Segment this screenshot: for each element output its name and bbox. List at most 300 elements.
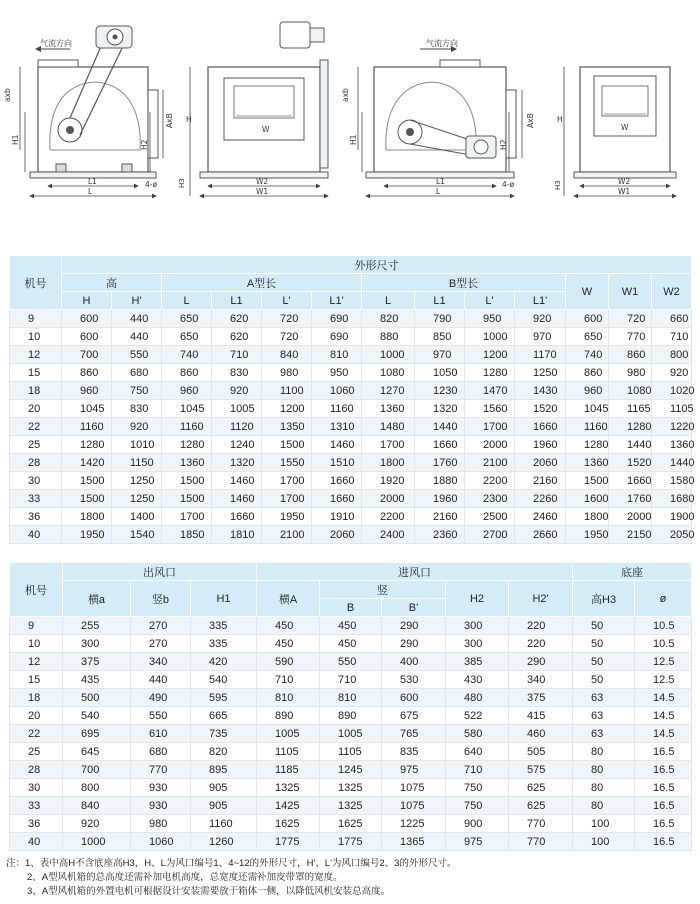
value-cell: 690 bbox=[312, 328, 362, 346]
value-cell: 1160 bbox=[62, 418, 112, 436]
note-3: 3、A型风机箱的外置电机可根据设计安装需要放于箱体一侧，以降低风机安装总高度。 bbox=[27, 886, 391, 897]
model-cell: 40 bbox=[10, 526, 62, 544]
outer-dimensions-table bbox=[9, 255, 695, 544]
header-h2p: H2' bbox=[509, 581, 573, 617]
value-cell: 680 bbox=[131, 743, 191, 761]
value-cell: 80 bbox=[573, 779, 635, 797]
value-cell: 1045 bbox=[566, 400, 609, 418]
value-cell: 340 bbox=[509, 671, 573, 689]
value-cell: 255 bbox=[63, 617, 131, 635]
value-cell: 920 bbox=[515, 310, 566, 328]
value-cell: 1460 bbox=[212, 490, 262, 508]
value-cell: 1880 bbox=[415, 472, 465, 490]
value-cell: 450 bbox=[320, 617, 382, 635]
dim-holes-b: 4-ø bbox=[502, 180, 515, 189]
value-cell: 710 bbox=[652, 328, 692, 346]
table-row bbox=[10, 472, 692, 490]
value-cell: 900 bbox=[446, 815, 509, 833]
table-row bbox=[10, 779, 692, 797]
value-cell: 1960 bbox=[515, 436, 566, 454]
value-cell: 1440 bbox=[652, 454, 692, 472]
dim-h-b: H bbox=[557, 115, 563, 124]
value-cell: 1500 bbox=[262, 436, 312, 454]
dim-h2: H2 bbox=[140, 139, 149, 150]
value-cell: 800 bbox=[63, 779, 131, 797]
value-cell: 1250 bbox=[515, 364, 566, 382]
value-cell: 550 bbox=[112, 346, 162, 364]
model-cell: 10 bbox=[10, 635, 63, 653]
airflow-label: 气流方向 bbox=[40, 39, 72, 48]
value-cell: 820 bbox=[191, 743, 257, 761]
value-cell: 1800 bbox=[362, 454, 415, 472]
value-cell: 835 bbox=[382, 743, 446, 761]
value-cell: 1320 bbox=[415, 400, 465, 418]
table-row bbox=[10, 617, 692, 635]
value-cell: 600 bbox=[62, 328, 112, 346]
value-cell: 16.5 bbox=[635, 833, 692, 851]
value-cell: 1660 bbox=[609, 472, 652, 490]
header-Bp: B' bbox=[382, 599, 446, 617]
table-row bbox=[10, 508, 692, 526]
value-cell: 550 bbox=[320, 653, 382, 671]
value-cell: 1580 bbox=[652, 472, 692, 490]
value-cell: 10.5 bbox=[635, 617, 692, 635]
model-cell: 18 bbox=[10, 382, 62, 400]
model-cell: 28 bbox=[10, 761, 63, 779]
value-cell: 1160 bbox=[312, 400, 362, 418]
value-cell: 1200 bbox=[465, 346, 515, 364]
value-cell: 810 bbox=[257, 689, 320, 707]
value-cell: 220 bbox=[509, 617, 573, 635]
value-cell: 1920 bbox=[362, 472, 415, 490]
value-cell: 830 bbox=[112, 400, 162, 418]
table-row bbox=[10, 400, 692, 418]
value-cell: 400 bbox=[382, 653, 446, 671]
value-cell: 16.5 bbox=[635, 743, 692, 761]
value-cell: 1365 bbox=[382, 833, 446, 851]
value-cell: 440 bbox=[112, 328, 162, 346]
subheader-cell: L' bbox=[465, 292, 515, 310]
value-cell: 335 bbox=[191, 617, 257, 635]
value-cell: 740 bbox=[162, 346, 212, 364]
value-cell: 1960 bbox=[415, 490, 465, 508]
value-cell: 1600 bbox=[566, 490, 609, 508]
value-cell: 700 bbox=[62, 346, 112, 364]
value-cell: 2000 bbox=[465, 436, 515, 454]
value-cell: 16.5 bbox=[635, 797, 692, 815]
note-2: 2、A型风机箱的总高度还需补加电机高度，总宽度还需补加皮带罩的宽度。 bbox=[27, 872, 343, 883]
value-cell: 1150 bbox=[112, 454, 162, 472]
value-cell: 1185 bbox=[257, 761, 320, 779]
dim-l-b: L bbox=[436, 187, 441, 196]
header-width-A: 横A bbox=[257, 581, 320, 617]
table-row bbox=[10, 761, 692, 779]
value-cell: 850 bbox=[415, 328, 465, 346]
value-cell: 1360 bbox=[652, 436, 692, 454]
value-cell: 290 bbox=[509, 653, 573, 671]
value-cell: 340 bbox=[131, 653, 191, 671]
dim-w1: W1 bbox=[256, 187, 269, 196]
value-cell: 290 bbox=[382, 617, 446, 635]
dim-h3: H3 bbox=[178, 178, 186, 188]
value-cell: 1250 bbox=[112, 472, 162, 490]
table-row bbox=[10, 364, 692, 382]
value-cell: 1950 bbox=[62, 526, 112, 544]
dim-axb2-b: AxB bbox=[526, 113, 535, 128]
value-cell: 750 bbox=[446, 797, 509, 815]
value-cell: 1900 bbox=[652, 508, 692, 526]
dim-h1-b: H1 bbox=[349, 134, 358, 145]
header-base: 底座 bbox=[573, 563, 692, 581]
value-cell: 920 bbox=[652, 364, 692, 382]
value-cell: 50 bbox=[573, 617, 635, 635]
table-row bbox=[10, 526, 692, 544]
value-cell: 450 bbox=[320, 635, 382, 653]
value-cell: 1660 bbox=[312, 490, 362, 508]
value-cell: 710 bbox=[257, 671, 320, 689]
dim-l1-b: L1 bbox=[436, 177, 445, 186]
value-cell: 1660 bbox=[212, 508, 262, 526]
value-cell: 1280 bbox=[566, 436, 609, 454]
model-cell: 15 bbox=[10, 364, 62, 382]
value-cell: 770 bbox=[509, 833, 573, 851]
value-cell: 1500 bbox=[162, 472, 212, 490]
value-cell: 2360 bbox=[415, 526, 465, 544]
value-cell: 1120 bbox=[212, 418, 262, 436]
value-cell: 920 bbox=[112, 418, 162, 436]
header-a-length: A型长 bbox=[162, 274, 362, 292]
value-cell: 735 bbox=[191, 725, 257, 743]
value-cell: 810 bbox=[312, 346, 362, 364]
value-cell: 1480 bbox=[362, 418, 415, 436]
value-cell: 1760 bbox=[415, 454, 465, 472]
header-outlet: 出风口 bbox=[63, 563, 257, 581]
value-cell: 12.5 bbox=[635, 671, 692, 689]
dim-h1: H1 bbox=[11, 134, 20, 145]
value-cell: 1045 bbox=[162, 400, 212, 418]
value-cell: 1170 bbox=[515, 346, 566, 364]
value-cell: 300 bbox=[446, 617, 509, 635]
value-cell: 830 bbox=[212, 364, 262, 382]
subheader-cell: L1 bbox=[415, 292, 465, 310]
value-cell: 600 bbox=[382, 689, 446, 707]
value-cell: 1680 bbox=[652, 490, 692, 508]
value-cell: 2060 bbox=[515, 454, 566, 472]
value-cell: 750 bbox=[446, 779, 509, 797]
drawings-svg bbox=[0, 0, 700, 215]
value-cell: 375 bbox=[509, 689, 573, 707]
value-cell: 1360 bbox=[162, 454, 212, 472]
value-cell: 710 bbox=[320, 671, 382, 689]
value-cell: 895 bbox=[191, 761, 257, 779]
value-cell: 820 bbox=[362, 310, 415, 328]
value-cell: 16.5 bbox=[635, 761, 692, 779]
value-cell: 740 bbox=[566, 346, 609, 364]
value-cell: 765 bbox=[382, 725, 446, 743]
value-cell: 1500 bbox=[62, 490, 112, 508]
note-1: 注：1、表中高H不含底座高H3，H、L为风口编号1、4~12的外形尺寸，H'、L'为风口编号2、3的外形尺寸。 bbox=[6, 858, 457, 869]
value-cell: 960 bbox=[566, 382, 609, 400]
model-cell: 25 bbox=[10, 436, 62, 454]
value-cell: 2100 bbox=[465, 454, 515, 472]
value-cell: 270 bbox=[131, 635, 191, 653]
value-cell: 1910 bbox=[312, 508, 362, 526]
table-row bbox=[10, 725, 692, 743]
table-row bbox=[10, 635, 692, 653]
value-cell: 2400 bbox=[362, 526, 415, 544]
value-cell: 335 bbox=[191, 635, 257, 653]
table-row bbox=[10, 418, 692, 436]
header-height: 高 bbox=[62, 274, 162, 292]
value-cell: 1100 bbox=[262, 382, 312, 400]
header-h1: H1 bbox=[191, 581, 257, 617]
model-cell: 33 bbox=[10, 490, 62, 508]
value-cell: 930 bbox=[131, 779, 191, 797]
dim-holes: 4-ø bbox=[145, 180, 158, 189]
value-cell: 1200 bbox=[262, 400, 312, 418]
value-cell: 1460 bbox=[312, 436, 362, 454]
value-cell: 625 bbox=[509, 797, 573, 815]
value-cell: 1280 bbox=[609, 418, 652, 436]
value-cell: 16.5 bbox=[635, 815, 692, 833]
value-cell: 2300 bbox=[465, 490, 515, 508]
value-cell: 975 bbox=[382, 761, 446, 779]
value-cell: 435 bbox=[63, 671, 131, 689]
dim-h2-b: H2 bbox=[499, 139, 508, 150]
value-cell: 14.5 bbox=[635, 725, 692, 743]
footnotes bbox=[6, 857, 696, 899]
value-cell: 620 bbox=[212, 328, 262, 346]
value-cell: 890 bbox=[257, 707, 320, 725]
value-cell: 800 bbox=[652, 346, 692, 364]
value-cell: 1010 bbox=[112, 436, 162, 454]
header-outer-dims: 外形尺寸 bbox=[62, 256, 692, 274]
value-cell: 440 bbox=[112, 310, 162, 328]
value-cell: 660 bbox=[652, 310, 692, 328]
value-cell: 14.5 bbox=[635, 707, 692, 725]
value-cell: 905 bbox=[191, 797, 257, 815]
header-w: W bbox=[566, 274, 609, 310]
value-cell: 1700 bbox=[162, 508, 212, 526]
value-cell: 675 bbox=[382, 707, 446, 725]
value-cell: 1005 bbox=[320, 725, 382, 743]
dim-axb: axb bbox=[3, 88, 12, 102]
value-cell: 1520 bbox=[609, 454, 652, 472]
model-cell: 22 bbox=[10, 725, 63, 743]
model-cell: 36 bbox=[10, 815, 63, 833]
value-cell: 522 bbox=[446, 707, 509, 725]
value-cell: 665 bbox=[191, 707, 257, 725]
value-cell: 1700 bbox=[465, 418, 515, 436]
value-cell: 420 bbox=[191, 653, 257, 671]
value-cell: 980 bbox=[131, 815, 191, 833]
value-cell: 10.5 bbox=[635, 635, 692, 653]
value-cell: 1000 bbox=[63, 833, 131, 851]
value-cell: 1000 bbox=[362, 346, 415, 364]
view-b-type-front bbox=[554, 67, 676, 196]
value-cell: 50 bbox=[573, 653, 635, 671]
value-cell: 860 bbox=[62, 364, 112, 382]
value-cell: 1800 bbox=[62, 508, 112, 526]
value-cell: 100 bbox=[573, 815, 635, 833]
value-cell: 1500 bbox=[62, 472, 112, 490]
model-cell: 22 bbox=[10, 418, 62, 436]
table-row bbox=[10, 689, 692, 707]
value-cell: 980 bbox=[262, 364, 312, 382]
value-cell: 700 bbox=[63, 761, 131, 779]
value-cell: 1310 bbox=[312, 418, 362, 436]
model-cell: 9 bbox=[10, 617, 63, 635]
value-cell: 1460 bbox=[212, 472, 262, 490]
value-cell: 575 bbox=[509, 761, 573, 779]
value-cell: 480 bbox=[446, 689, 509, 707]
value-cell: 490 bbox=[131, 689, 191, 707]
value-cell: 720 bbox=[609, 310, 652, 328]
value-cell: 2160 bbox=[515, 472, 566, 490]
value-cell: 1950 bbox=[262, 508, 312, 526]
value-cell: 1660 bbox=[312, 472, 362, 490]
value-cell: 620 bbox=[212, 310, 262, 328]
value-cell: 100 bbox=[573, 833, 635, 851]
value-cell: 1420 bbox=[62, 454, 112, 472]
value-cell: 680 bbox=[112, 364, 162, 382]
value-cell: 1660 bbox=[415, 436, 465, 454]
subheader-cell: L1' bbox=[515, 292, 566, 310]
value-cell: 1045 bbox=[62, 400, 112, 418]
value-cell: 300 bbox=[446, 635, 509, 653]
value-cell: 415 bbox=[509, 707, 573, 725]
value-cell: 2000 bbox=[609, 508, 652, 526]
view-a-type-front bbox=[178, 22, 328, 196]
model-cell: 20 bbox=[10, 707, 63, 725]
value-cell: 63 bbox=[573, 689, 635, 707]
value-cell: 80 bbox=[573, 761, 635, 779]
value-cell: 1440 bbox=[415, 418, 465, 436]
table-row bbox=[10, 310, 692, 328]
value-cell: 2700 bbox=[465, 526, 515, 544]
value-cell: 16.5 bbox=[635, 779, 692, 797]
header-height-b: 竖b bbox=[131, 581, 191, 617]
value-cell: 2060 bbox=[312, 526, 362, 544]
value-cell: 50 bbox=[573, 635, 635, 653]
value-cell: 1165 bbox=[609, 400, 652, 418]
technical-drawings bbox=[0, 0, 700, 215]
value-cell: 550 bbox=[131, 707, 191, 725]
value-cell: 1440 bbox=[609, 436, 652, 454]
value-cell: 1280 bbox=[62, 436, 112, 454]
subheader-cell: L bbox=[362, 292, 415, 310]
value-cell: 650 bbox=[162, 328, 212, 346]
value-cell: 1660 bbox=[515, 418, 566, 436]
value-cell: 790 bbox=[415, 310, 465, 328]
value-cell: 500 bbox=[63, 689, 131, 707]
value-cell: 840 bbox=[63, 797, 131, 815]
value-cell: 1700 bbox=[262, 490, 312, 508]
value-cell: 860 bbox=[566, 364, 609, 382]
model-cell: 9 bbox=[10, 310, 62, 328]
value-cell: 1400 bbox=[112, 508, 162, 526]
value-cell: 645 bbox=[63, 743, 131, 761]
value-cell: 2000 bbox=[362, 490, 415, 508]
dim-w-label: W bbox=[262, 125, 270, 134]
value-cell: 1075 bbox=[382, 779, 446, 797]
header-model: 机号 bbox=[10, 256, 62, 310]
value-cell: 595 bbox=[191, 689, 257, 707]
value-cell: 375 bbox=[63, 653, 131, 671]
value-cell: 920 bbox=[212, 382, 262, 400]
value-cell: 540 bbox=[63, 707, 131, 725]
value-cell: 1775 bbox=[257, 833, 320, 851]
value-cell: 590 bbox=[257, 653, 320, 671]
value-cell: 650 bbox=[566, 328, 609, 346]
dim-l: L bbox=[88, 187, 93, 196]
value-cell: 1220 bbox=[652, 418, 692, 436]
header-b-length: B型长 bbox=[362, 274, 566, 292]
value-cell: 980 bbox=[609, 364, 652, 382]
value-cell: 1625 bbox=[257, 815, 320, 833]
value-cell: 860 bbox=[609, 346, 652, 364]
value-cell: 1500 bbox=[162, 490, 212, 508]
dim-w2: W2 bbox=[256, 177, 269, 186]
table-row bbox=[10, 328, 692, 346]
view-a-type-side bbox=[3, 26, 174, 196]
value-cell: 1260 bbox=[191, 833, 257, 851]
header-w1: W1 bbox=[609, 274, 652, 310]
model-cell: 28 bbox=[10, 454, 62, 472]
value-cell: 975 bbox=[446, 833, 509, 851]
dim-w1-b: W1 bbox=[618, 187, 631, 196]
value-cell: 1760 bbox=[609, 490, 652, 508]
value-cell: 80 bbox=[573, 797, 635, 815]
outlet-inlet-table bbox=[9, 562, 692, 851]
value-cell: 920 bbox=[63, 815, 131, 833]
value-cell: 640 bbox=[446, 743, 509, 761]
value-cell: 14.5 bbox=[635, 689, 692, 707]
value-cell: 1280 bbox=[465, 364, 515, 382]
value-cell: 300 bbox=[63, 635, 131, 653]
value-cell: 580 bbox=[446, 725, 509, 743]
dim-l1: L1 bbox=[88, 177, 97, 186]
model-cell: 15 bbox=[10, 671, 63, 689]
value-cell: 1560 bbox=[465, 400, 515, 418]
value-cell: 970 bbox=[515, 328, 566, 346]
value-cell: 80 bbox=[573, 743, 635, 761]
value-cell: 880 bbox=[362, 328, 415, 346]
header-width-a: 横a bbox=[63, 581, 131, 617]
value-cell: 1470 bbox=[465, 382, 515, 400]
table-row bbox=[10, 743, 692, 761]
header-inlet: 进风口 bbox=[257, 563, 573, 581]
value-cell: 1160 bbox=[162, 418, 212, 436]
value-cell: 695 bbox=[63, 725, 131, 743]
value-cell: 720 bbox=[262, 310, 312, 328]
value-cell: 1080 bbox=[362, 364, 415, 382]
value-cell: 440 bbox=[131, 671, 191, 689]
value-cell: 12.5 bbox=[635, 653, 692, 671]
value-cell: 385 bbox=[446, 653, 509, 671]
value-cell: 1105 bbox=[320, 743, 382, 761]
subheader-cell: H' bbox=[112, 292, 162, 310]
value-cell: 1050 bbox=[415, 364, 465, 382]
header-w2: W2 bbox=[652, 274, 692, 310]
value-cell: 930 bbox=[131, 797, 191, 815]
value-cell: 1060 bbox=[312, 382, 362, 400]
model-cell: 20 bbox=[10, 400, 62, 418]
table-row bbox=[10, 436, 692, 454]
dim-axb-b: axb bbox=[341, 88, 350, 102]
model-cell: 10 bbox=[10, 328, 62, 346]
table-row bbox=[10, 815, 692, 833]
